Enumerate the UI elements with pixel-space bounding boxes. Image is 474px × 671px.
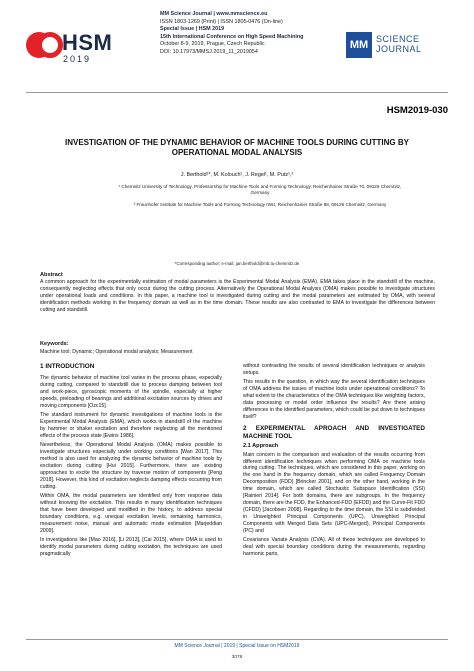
mm-logo-line2: JOURNAL xyxy=(376,44,422,54)
abstract-heading: Abstract xyxy=(40,272,63,278)
paper-code: HSM2019-030 xyxy=(386,105,448,116)
section-2-1-heading: 2.1 Approach xyxy=(243,442,279,449)
corresponding-author: *Corresponding author; e-mail: jan.berthold@mb.tu-chemnitz.de xyxy=(174,261,300,266)
doi: DOI: 10.17973/MMSJ.2019_11_2019054 xyxy=(160,48,258,55)
page-number: 3078 xyxy=(231,655,243,660)
paragraph: This results in the question, in which way the several identification techniques of OMA address the issues of machine tools under operational conditions? To what extent to the characteristics of the OMA techniques like weighting factors, data processing or model order influence the results? Are there arising differences in the identified parameters, which could be put down to techniques itself? xyxy=(243,379,425,420)
mm-science-journal-logo xyxy=(346,32,451,58)
hsm-logo xyxy=(26,24,138,66)
conference-name: 15th International Conference on High Speed Machining xyxy=(160,33,304,40)
logo-text: HSM xyxy=(62,30,113,55)
paragraph: In investigations like [Mao 2016], [Li 2013], [Cai 2015], where OMA is used to identify modal parameters during cutting excitation, the techniques are used pragmatically xyxy=(40,536,222,557)
mm-logo-box: MM xyxy=(346,32,372,58)
paragraph: The dynamic behavior of machine tool varies in the process phase, especially during cutting, compared to standstill due to process damping between tool and work-piece, gyroscopic moments of the spindle, especially at higher speeds, preloading of bearings and additional excitation sources by drives and moving components [Ozc15]. xyxy=(40,375,222,409)
paragraph: Main concern is the comparison and evaluation of the results occurring from different identification techniques when performing OMA on machine tools during cutting. The techniques, which are considered in this paper, working on the one hand in the frequency domain, which are called Frequency Domain Decomposition (FDD) [Brincker 2001], and on the other hand, working in the time domain, which are called Stochastic Subspace Identification (SSI) [Rainieri 2014]. For both domains, there are subgroups. In the frequency domain, there are the FDD, the Enhanced-FDD (EFDD) and the Curve-Fit FDD (CFDD) [Jacobsen 2008]. Regarding to the time domain, the SSI is subdivided in Unweighted Principal Components (UPC), Unweighted Principal Components with Merged Data Sets (UPC-Merged), Principal Components (PC) and xyxy=(243,451,425,534)
paragraph: Within OMA, the modal parameters are identified only from response data without knowing the excitation. This results in many identification techniques that have been developed and modified in the history, to address special boundary conditions, e.g. unequal excitation levels, remaining harmonics, measurement noise, manual and automatic mode estimation [Marjeddian 2009]. xyxy=(40,493,222,534)
mm-logo-line1: SCIENCE xyxy=(376,34,420,44)
paragraph: Nevertheless, the Operational Modal Analysis (OMA) makes possible to investigate structures especially under working conditions [Wan 2017]. This method is also used for analyzing the dynamic behavior of machine tools by excitation during cutting [Hui 2015]. Furthermore, there are existing approaches to excite the structure by traverse motion of components [Peng 2018]. However, this kind of excitation neglects damping effects occurring from cutting. xyxy=(40,442,222,490)
affiliation-1: ¹ Chemnitz University of Technology, Professorship for Machine Tools and Forming Technology, Reichenhainer Straße 70, 09126 Chemnitz, Germany xyxy=(118,184,402,196)
special-issue: Special Issue | HSM 2019 xyxy=(160,26,225,33)
keywords-heading: Keywords: xyxy=(40,341,69,347)
right-column xyxy=(243,363,425,560)
keywords-text: Machine tool; Dynamic; Operational modal analysis; Measurement xyxy=(40,349,193,355)
section-1-heading: 1 INTRODUCTION xyxy=(40,363,95,370)
affiliation-2: ² Fraunhofer Institute for Machine Tools and Forming Technology IWU, Reichenhainer Straße 88, 09126 Chemnitz, Germany xyxy=(133,202,387,207)
journal-header xyxy=(160,11,360,57)
section-2-heading: 2 EXPERIMENTAL APROACH AND INVESTIGATED MACHINE TOOL xyxy=(243,424,425,440)
paper-title: INVESTIGATION OF THE DYNAMIC BEHAVIOR OF MACHINE TOOLS DURING CUTTING BY OPERATIONAL MODAL ANALYSIS xyxy=(64,138,409,158)
paragraph: without contrasting the results of several identification techniques or analysis setups. xyxy=(243,363,425,376)
footer: MM Science Journal | 2019 | Special Issue on HSM2019 xyxy=(174,643,300,649)
abstract-text: A common approach for the experimentally estimation of modal parameters is the Experimental Modal Analysis (EMA). EMA takes place in the standstill of the machine, consequently neglecting effects that only occur during the cutting process. Alternatively the Operational Modal Analysis (OMA) makes possible to investigate structures under operational loads and conditions. In this paper, a machine tool is investigated during cutting and the modal parameters are estimated by OMA, with several identification methods working in the frequency domain as well as in the time domain. These results are also contrasted to EMA to investigate the differences between cutting and standstill. xyxy=(40,279,435,314)
paragraph: Covariance Variate Analysis (CVA). All of these techniques are developed to deal with special boundary conditions during the measurements, regarding harmonic parts, xyxy=(243,537,425,557)
conference-place-date: October 8-9, 2019, Prague, Czech Republic xyxy=(160,41,265,48)
header-divider xyxy=(26,92,448,93)
logo-ring xyxy=(37,32,63,58)
paragraph: The standard instrument for dynamic investigations of machine tools is the Experimental Modal Analysis (EMA), which works in standstill of the machine by hammer or shaker excitation and therefore neglecting all the mentioned effects of the process state [Ewins 1986]. xyxy=(40,412,222,439)
left-column xyxy=(40,363,222,560)
logo-year: 2019 xyxy=(63,54,92,64)
journal-line: MM Science Journal | www.mmscience.eu xyxy=(160,11,268,17)
footer-divider xyxy=(26,639,448,640)
mm-logo-text xyxy=(376,34,422,54)
issn: ISSN 1803-1269 (Print) | ISSN 1805-0476 (On-line) xyxy=(160,18,283,25)
authors: J. Berthold¹*, M. Kolouch², J. Regel¹, M. Putz¹,² xyxy=(180,172,294,178)
